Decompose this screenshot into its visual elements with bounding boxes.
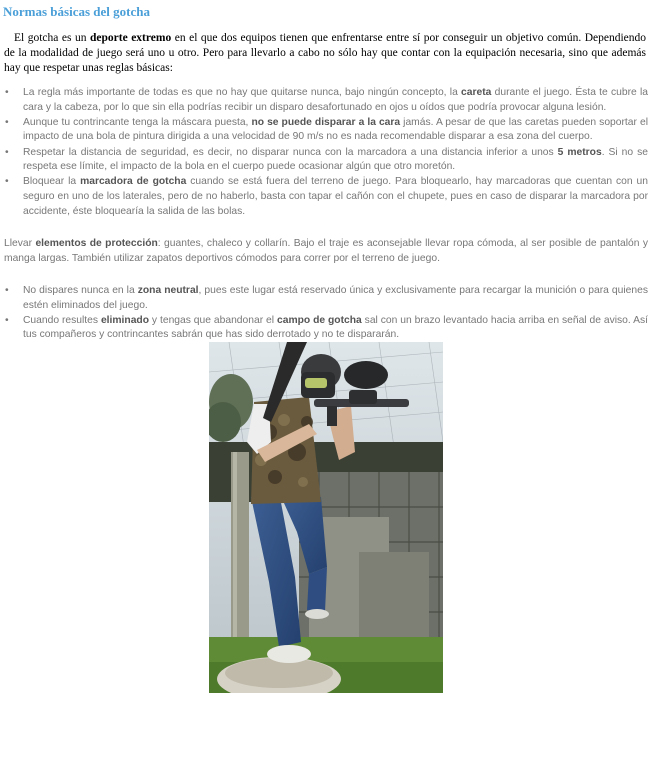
paintball-player-photo bbox=[209, 342, 443, 693]
rule-text: . Si no se respeta ese límite, el impacto de la bola en el cuerpo puede ocasionar algún que otro moretón. bbox=[23, 146, 648, 173]
list-item bbox=[4, 86, 648, 115]
rule-text: No dispares nunca en la bbox=[23, 285, 138, 296]
protection-bold: elementos de protección bbox=[35, 238, 158, 249]
list-item bbox=[4, 314, 648, 343]
list-item bbox=[4, 146, 648, 175]
intro-paragraph bbox=[4, 31, 646, 76]
rule-bold: campo de gotcha bbox=[276, 314, 362, 326]
rule-text: durante el juego. Ésta te cubre la cara y la cabeza, por lo que sin ella podrías recibir un disparo desafortunado en ojos u oídos que podría provocar alguna lesión. bbox=[23, 87, 648, 113]
rule-text: , pues este lugar está reservado única y exclusivamente para recargar la munición o para quienes estén eliminados del juego. bbox=[23, 285, 648, 311]
rule-bold: eliminado bbox=[100, 314, 150, 326]
rule-text: Respetar la distancia de seguridad, es decir, no disparar nunca con la marcadora a una distancia inferior a unos bbox=[23, 146, 558, 158]
protection-text: Llevar bbox=[4, 238, 36, 249]
bullet-icon: • bbox=[5, 285, 9, 296]
list-item bbox=[4, 175, 648, 219]
photo-illustration bbox=[209, 342, 443, 693]
rule-bold: no se puede disparar a la cara bbox=[251, 116, 401, 128]
intro-bold: deporte extremo bbox=[90, 32, 172, 44]
rule-bold: 5 metros bbox=[557, 146, 602, 158]
bullet-icon: • bbox=[5, 116, 9, 128]
rule-bold: zona neutral bbox=[137, 285, 199, 296]
protection-paragraph bbox=[4, 237, 648, 266]
rule-text: La regla más importante de todas es que no hay que quitarse nunca, bajo ningún concepto, la bbox=[23, 87, 462, 98]
bullet-icon: • bbox=[5, 146, 9, 158]
rule-bold: marcadora de gotcha bbox=[80, 176, 187, 188]
rule-text: Bloquear la bbox=[23, 176, 81, 188]
bullet-icon: • bbox=[5, 176, 9, 188]
rules-list bbox=[4, 86, 648, 220]
rule-text: jamás. A pesar de que las caretas pueden soportar el impacto de una bola de pintura dirigida a una velocidad de 90 m/s no es nada recomendable disparar a esa zona del cuerpo. bbox=[23, 116, 648, 143]
rule-text: Cuando resultes bbox=[23, 314, 101, 326]
rule-text: y tengas que abandonar el bbox=[149, 314, 277, 326]
rule-text: sal con un brazo levantado hacia arriba en señal de aviso. Así tus compañeros y contrincantes sabrán que has sido derrotado y no te dispararán. bbox=[23, 314, 648, 341]
rule-bold: careta bbox=[461, 87, 492, 98]
page-title: Normas básicas del gotcha bbox=[3, 4, 150, 19]
rule-text: Aunque tu contrincante tenga la máscara puesta, bbox=[23, 116, 252, 128]
intro-text: El gotcha es un bbox=[14, 32, 90, 44]
rules-list-2 bbox=[4, 284, 648, 344]
bullet-icon: • bbox=[5, 314, 9, 326]
protection-text: : guantes, chaleco y collarín. Bajo el traje es aconsejable llevar ropa cómoda, al ser posible de pantalón y manga largas. También utilizar zapatos deportivos cómodos para correr por el terreno de juego. bbox=[4, 238, 649, 264]
list-item bbox=[4, 116, 648, 145]
rule-text: cuando se está fuera del terreno de juego. Para bloquearlo, hay marcadoras que cuentan con un seguro en uno de los laterales, pero de no haberlo, basta con tapar el cañón con el chupete, pues en caso de disparar la marcadora por accidente, éste bloquearía la salida de las bolas. bbox=[23, 176, 648, 217]
list-item bbox=[4, 284, 648, 313]
intro-text: en el que dos equipos tienen que enfrentarse entre sí por conseguir un objetivo común. Dependiendo de la modalidad de juego será uno u otro. Pero para llevarlo a cabo no sólo hay que contar con la equipación necesaria, sino que además hay que respetar unas reglas básicas: bbox=[4, 32, 647, 74]
bullet-icon: • bbox=[5, 87, 9, 98]
